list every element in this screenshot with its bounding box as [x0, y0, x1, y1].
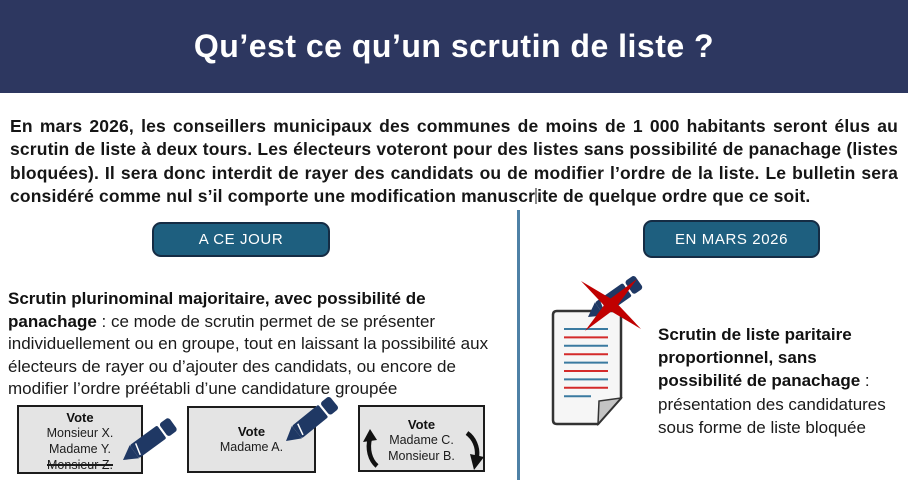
- future-body: : présentation des candidatures sous forme de liste bloquée: [658, 371, 886, 437]
- future-description: [658, 323, 904, 439]
- today-lead: Scrutin plurinominal majoritaire, avec possibilité de panachage: [8, 289, 426, 331]
- ballot-line: Madame C.: [389, 433, 454, 447]
- pen-icon: [276, 395, 356, 455]
- intro-paragraph: [10, 115, 898, 209]
- ballot-line: Monsieur B.: [388, 449, 455, 463]
- ballot-line: Madame Y.: [48, 442, 112, 456]
- page-title: Qu’est ce qu’un scrutin de liste ?: [193, 28, 715, 64]
- intro-text-before-cursor: En mars 2026, les conseillers municipaux des communes de moins de 1 000 habitants seront élus au scrutin de liste à deux tours. Les électeurs voteront pour des listes sans possibilité de panachage (listes bloquées). Il sera donc interdit de rayer des candidats ou de modifier l’ordre de la liste. Le bulletin sera considéré comme nul s’il comporte une modification manuscr: [10, 115, 898, 206]
- future-lead: Scrutin de liste paritaire proportionnel, sans possibilité de panachage: [658, 325, 861, 391]
- title-banner: [0, 0, 908, 93]
- pen-icon: [113, 414, 193, 474]
- ballot-title: Vote: [66, 410, 94, 425]
- ballot-title: Vote: [237, 424, 266, 439]
- today-description: [8, 288, 510, 401]
- today-body: : ce mode de scrutin permet de se présenter individuellement ou en groupe, tout en laissant la possibilité aux électeurs de rayer ou d’ajouter des candidats, ou encore de modifier l’ordre préétabli d’une candidature groupée: [8, 311, 489, 398]
- reorder-down-arrow-icon: [461, 429, 485, 471]
- badge-a-ce-jour: A CE JOUR: [152, 222, 330, 257]
- ballot-title: Vote: [407, 417, 436, 432]
- badge-en-mars-2026: EN MARS 2026: [643, 220, 820, 258]
- ballot-line: Madame A.: [219, 440, 284, 454]
- intro-text-after-cursor: ite de quelque ordre que ce soit.: [537, 186, 811, 206]
- ballot-line: Monsieur X.: [46, 426, 114, 440]
- reorder-up-arrow-icon: [362, 429, 382, 469]
- ballot-line-struck: Monsieur Z.: [47, 458, 113, 472]
- red-x-icon: [576, 271, 644, 335]
- column-divider: [517, 210, 520, 480]
